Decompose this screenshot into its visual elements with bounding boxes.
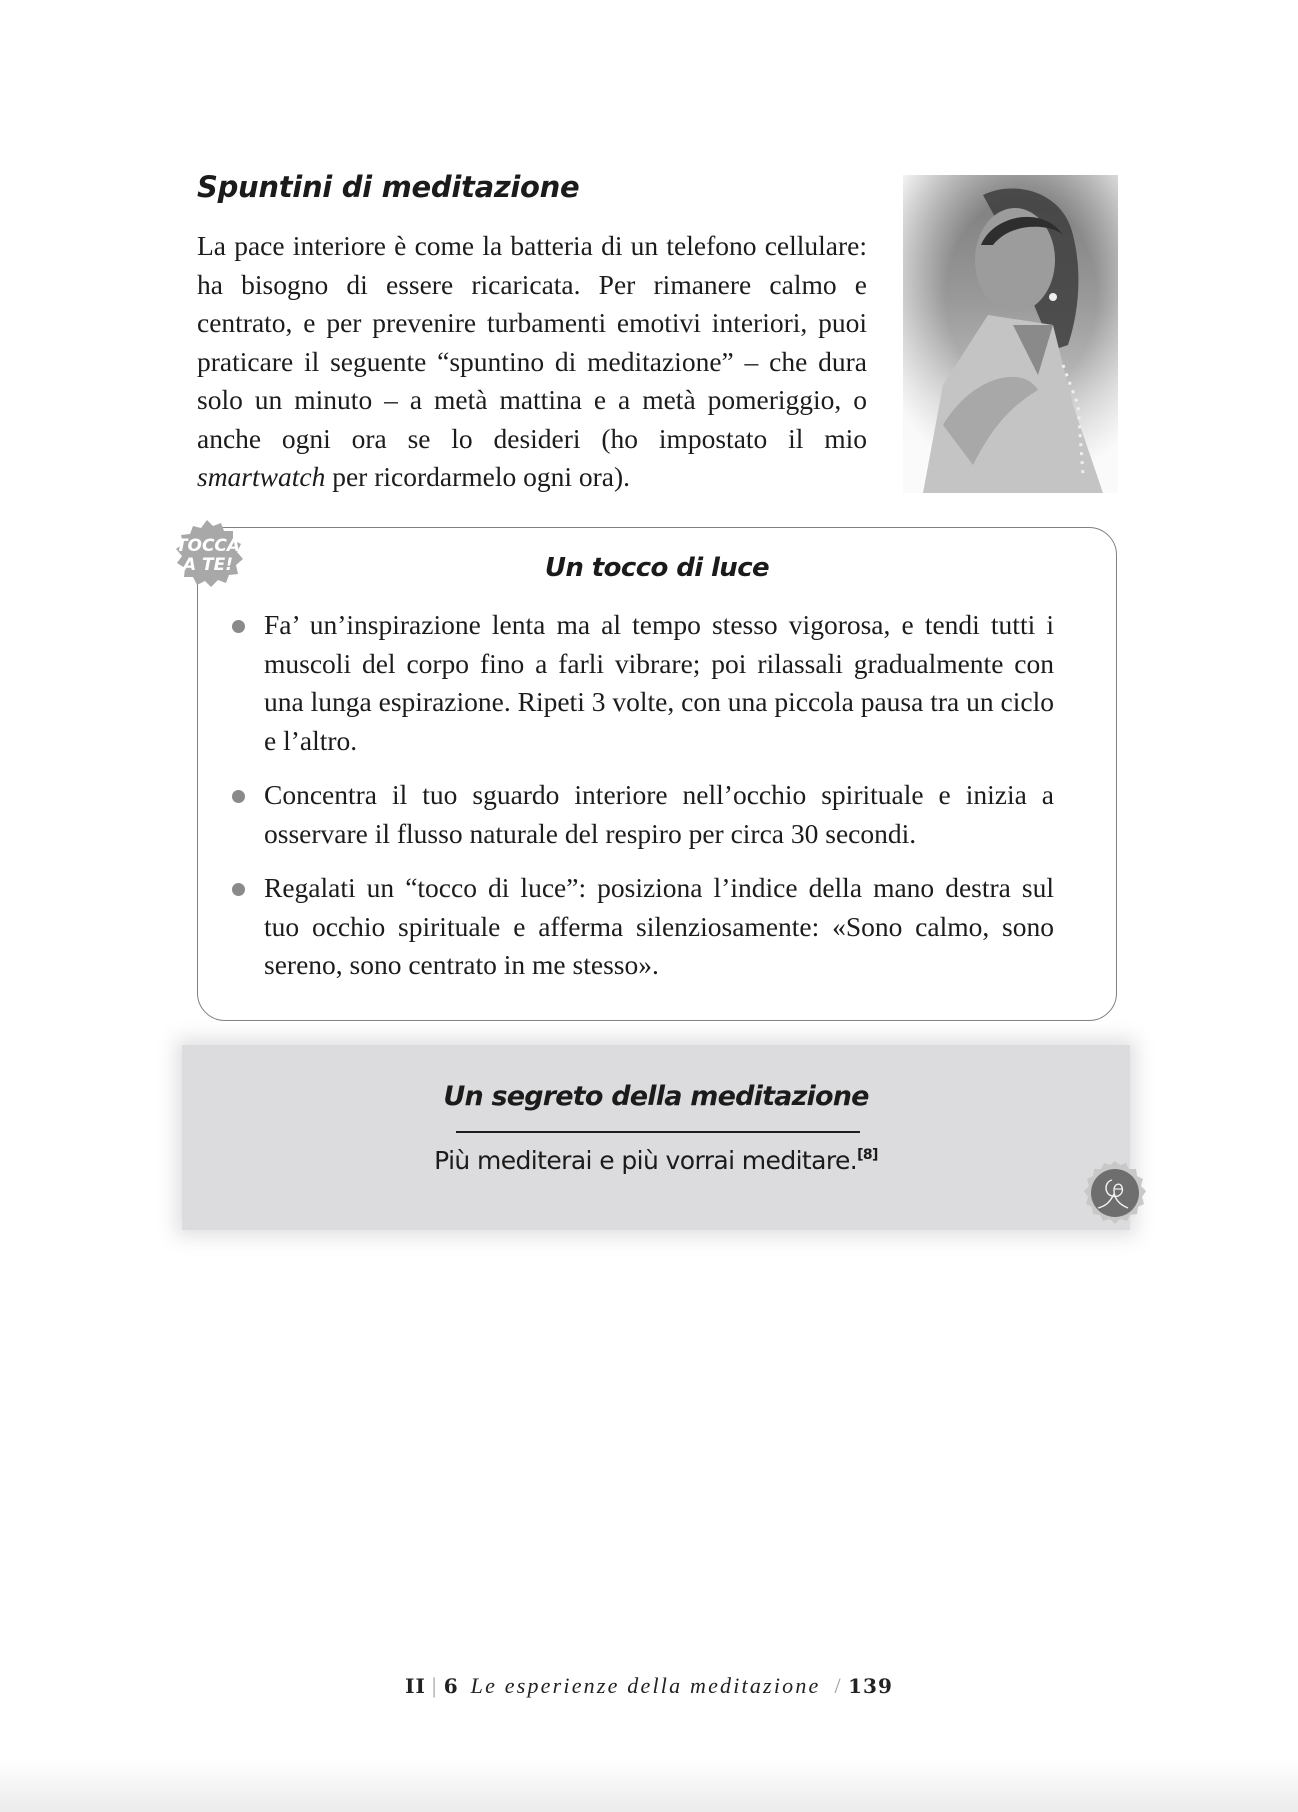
exercise-step-text: Concentra il tuo sguardo interiore nell’occhio spirituale e inizia a osservare il flusso naturale del respiro per circa 30 secondi. [264, 779, 1054, 849]
bullet-icon [232, 620, 245, 633]
footer-chapter: 6 [443, 1674, 459, 1698]
secret-box [182, 1045, 1130, 1230]
intro-paragraph [197, 227, 867, 497]
intro-text: La pace interiore è come la batteria di un telefono cellulare: ha bisogno di essere ricaricata. Per rimanere calmo e centrato, e per prevenire turbamenti emotivi interiori, puoi praticare il seguente “spuntino di meditazione” – che dura solo un minuto – a metà mattina e a metà pomeriggio, o anche ogni ora se lo desideri (ho impostato il mio [197, 230, 867, 454]
page-number: 139 [848, 1674, 893, 1698]
exercise-step [230, 606, 1054, 760]
meditation-seal-icon [1082, 1160, 1148, 1226]
secret-title: Un segreto della meditazione [443, 1081, 869, 1112]
badge-line1: TOCCA [175, 536, 241, 556]
secret-quote-text: Più mediterai e più vorrai meditare. [434, 1146, 858, 1175]
badge-line2: A TE! [182, 555, 234, 575]
bullet-icon [232, 790, 245, 803]
footer-chapter-title: Le esperienze della meditazione [470, 1673, 821, 1698]
meditating-woman-photo [903, 175, 1118, 493]
footnote-ref[interactable]: [8] [857, 1147, 878, 1163]
footer-slash: / [834, 1673, 843, 1698]
footer-part: II [405, 1674, 426, 1698]
exercise-step [230, 869, 1054, 985]
page-footer [0, 1673, 1298, 1699]
intro-text-tail: per ricordarmelo ogni ora). [325, 461, 631, 492]
exercise-title: Un tocco di luce [544, 553, 770, 583]
secret-quote [182, 1146, 1130, 1175]
exercise-steps-list [230, 606, 1054, 1001]
exercise-step-text: Regalati un “tocco di luce”: posiziona l’indice della mano destra sul tuo occhio spirituale e afferma silenziosamente: «Sono calmo, sono sereno, sono centrato in me stesso». [264, 872, 1054, 980]
section-title: Spuntini di meditazione [197, 170, 580, 204]
footer-divider: | [431, 1673, 438, 1698]
exercise-step-text: Fa’ un’inspirazione lenta ma al tempo stesso vigorosa, e tendi tutti i muscoli del corpo fino a farli vibrare; poi rilassali gradualmente con una lunga espirazione. Ripeti 3 volte, con una piccola pausa tra un ciclo e l’altro. [264, 609, 1054, 756]
exercise-step [230, 776, 1054, 853]
intro-italic-term: smartwatch [197, 461, 326, 492]
bullet-icon [232, 883, 245, 896]
photo-illustration [903, 175, 1118, 493]
secret-divider [456, 1131, 860, 1133]
